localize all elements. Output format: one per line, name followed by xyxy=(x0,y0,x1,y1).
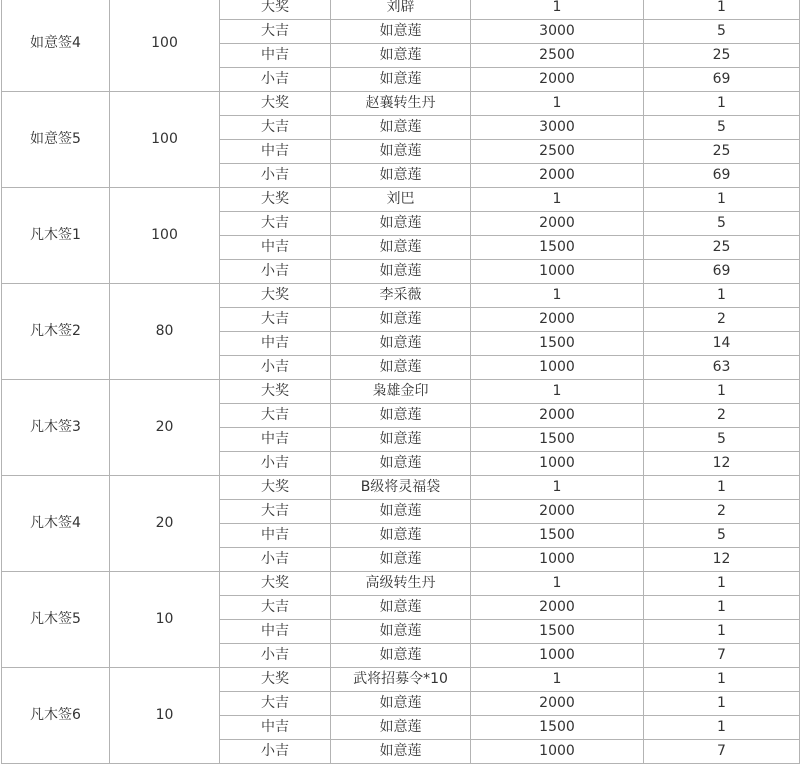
lottery-rewards-table xyxy=(1,0,800,764)
reward-item-cell: 如意莲 xyxy=(331,332,471,356)
reward-count-cell: 5 xyxy=(644,116,800,140)
reward-tier-cell: 大吉 xyxy=(220,20,331,44)
reward-quantity-cell: 2000 xyxy=(471,164,644,188)
reward-count-cell: 1 xyxy=(644,476,800,500)
reward-count-cell: 2 xyxy=(644,404,800,428)
reward-count-cell: 5 xyxy=(644,20,800,44)
reward-quantity-cell: 2000 xyxy=(471,68,644,92)
lot-name-cell: 凡木签1 xyxy=(2,188,110,284)
reward-tier-cell: 大吉 xyxy=(220,692,331,716)
reward-quantity-cell: 1500 xyxy=(471,428,644,452)
reward-tier-cell: 中吉 xyxy=(220,620,331,644)
reward-count-cell: 25 xyxy=(644,140,800,164)
reward-tier-cell: 中吉 xyxy=(220,140,331,164)
reward-item-cell: 如意莲 xyxy=(331,452,471,476)
reward-tier-cell: 中吉 xyxy=(220,332,331,356)
reward-item-cell: 如意莲 xyxy=(331,260,471,284)
reward-quantity-cell: 2500 xyxy=(471,44,644,68)
reward-item-cell: B级将灵福袋 xyxy=(331,476,471,500)
reward-tier-cell: 小吉 xyxy=(220,644,331,668)
lot-name-cell: 凡木签4 xyxy=(2,476,110,572)
reward-tier-cell: 大吉 xyxy=(220,116,331,140)
reward-quantity-cell: 2000 xyxy=(471,596,644,620)
reward-tier-cell: 大吉 xyxy=(220,500,331,524)
reward-item-cell: 如意莲 xyxy=(331,644,471,668)
reward-tier-cell: 中吉 xyxy=(220,716,331,740)
reward-quantity-cell: 3000 xyxy=(471,20,644,44)
reward-quantity-cell: 2000 xyxy=(471,500,644,524)
reward-tier-cell: 小吉 xyxy=(220,452,331,476)
reward-item-cell: 李采薇 xyxy=(331,284,471,308)
reward-item-cell: 枭雄金印 xyxy=(331,380,471,404)
reward-tier-cell: 大奖 xyxy=(220,572,331,596)
reward-tier-cell: 大奖 xyxy=(220,380,331,404)
table-row xyxy=(2,284,800,308)
reward-item-cell: 如意莲 xyxy=(331,692,471,716)
reward-tier-cell: 大吉 xyxy=(220,404,331,428)
reward-quantity-cell: 1 xyxy=(471,380,644,404)
lot-name-cell: 凡木签5 xyxy=(2,572,110,668)
reward-quantity-cell: 1 xyxy=(471,0,644,20)
reward-quantity-cell: 1 xyxy=(471,188,644,212)
reward-quantity-cell: 1500 xyxy=(471,620,644,644)
reward-quantity-cell: 1500 xyxy=(471,716,644,740)
reward-quantity-cell: 1000 xyxy=(471,356,644,380)
reward-item-cell: 如意莲 xyxy=(331,356,471,380)
reward-item-cell: 如意莲 xyxy=(331,212,471,236)
reward-item-cell: 如意莲 xyxy=(331,140,471,164)
reward-tier-cell: 小吉 xyxy=(220,548,331,572)
table-row xyxy=(2,188,800,212)
reward-count-cell: 1 xyxy=(644,572,800,596)
rewards-table-body xyxy=(2,0,800,764)
reward-quantity-cell: 2000 xyxy=(471,308,644,332)
reward-item-cell: 如意莲 xyxy=(331,44,471,68)
lot-cost-cell: 100 xyxy=(110,92,220,188)
lot-cost-cell: 10 xyxy=(110,572,220,668)
reward-count-cell: 5 xyxy=(644,428,800,452)
reward-tier-cell: 大奖 xyxy=(220,284,331,308)
lot-name-cell: 凡木签6 xyxy=(2,668,110,764)
reward-tier-cell: 小吉 xyxy=(220,68,331,92)
reward-tier-cell: 中吉 xyxy=(220,524,331,548)
lot-name-cell: 凡木签3 xyxy=(2,380,110,476)
reward-item-cell: 赵襄转生丹 xyxy=(331,92,471,116)
reward-count-cell: 12 xyxy=(644,548,800,572)
reward-item-cell: 如意莲 xyxy=(331,428,471,452)
reward-item-cell: 如意莲 xyxy=(331,620,471,644)
lot-cost-cell: 100 xyxy=(110,188,220,284)
reward-count-cell: 1 xyxy=(644,620,800,644)
table-row xyxy=(2,476,800,500)
reward-quantity-cell: 2000 xyxy=(471,692,644,716)
reward-count-cell: 1 xyxy=(644,668,800,692)
reward-item-cell: 如意莲 xyxy=(331,596,471,620)
reward-quantity-cell: 1000 xyxy=(471,548,644,572)
reward-quantity-cell: 1 xyxy=(471,668,644,692)
reward-count-cell: 5 xyxy=(644,212,800,236)
reward-item-cell: 如意莲 xyxy=(331,20,471,44)
reward-item-cell: 如意莲 xyxy=(331,68,471,92)
lot-cost-cell: 10 xyxy=(110,668,220,764)
reward-count-cell: 1 xyxy=(644,596,800,620)
reward-count-cell: 69 xyxy=(644,68,800,92)
reward-item-cell: 如意莲 xyxy=(331,308,471,332)
reward-count-cell: 69 xyxy=(644,164,800,188)
reward-quantity-cell: 1 xyxy=(471,92,644,116)
reward-tier-cell: 中吉 xyxy=(220,236,331,260)
reward-count-cell: 5 xyxy=(644,524,800,548)
reward-count-cell: 2 xyxy=(644,500,800,524)
reward-quantity-cell: 1 xyxy=(471,476,644,500)
reward-count-cell: 1 xyxy=(644,716,800,740)
reward-count-cell: 14 xyxy=(644,332,800,356)
reward-tier-cell: 大奖 xyxy=(220,92,331,116)
reward-item-cell: 武将招募令*10 xyxy=(331,668,471,692)
reward-item-cell: 如意莲 xyxy=(331,716,471,740)
table-row xyxy=(2,380,800,404)
reward-item-cell: 如意莲 xyxy=(331,500,471,524)
reward-tier-cell: 大吉 xyxy=(220,212,331,236)
reward-quantity-cell: 2000 xyxy=(471,212,644,236)
reward-item-cell: 如意莲 xyxy=(331,236,471,260)
reward-tier-cell: 大吉 xyxy=(220,596,331,620)
reward-count-cell: 1 xyxy=(644,188,800,212)
reward-tier-cell: 大奖 xyxy=(220,0,331,20)
reward-quantity-cell: 1 xyxy=(471,572,644,596)
lot-cost-cell: 20 xyxy=(110,380,220,476)
table-row xyxy=(2,0,800,20)
reward-count-cell: 7 xyxy=(644,644,800,668)
reward-tier-cell: 小吉 xyxy=(220,356,331,380)
reward-count-cell: 1 xyxy=(644,92,800,116)
reward-count-cell: 25 xyxy=(644,44,800,68)
reward-quantity-cell: 1500 xyxy=(471,524,644,548)
lot-name-cell: 凡木签2 xyxy=(2,284,110,380)
reward-tier-cell: 大吉 xyxy=(220,308,331,332)
reward-quantity-cell: 1000 xyxy=(471,740,644,764)
lot-cost-cell: 80 xyxy=(110,284,220,380)
reward-count-cell: 1 xyxy=(644,692,800,716)
reward-count-cell: 1 xyxy=(644,284,800,308)
reward-tier-cell: 小吉 xyxy=(220,740,331,764)
reward-item-cell: 如意莲 xyxy=(331,524,471,548)
reward-item-cell: 如意莲 xyxy=(331,116,471,140)
reward-item-cell: 如意莲 xyxy=(331,164,471,188)
reward-quantity-cell: 2500 xyxy=(471,140,644,164)
reward-count-cell: 69 xyxy=(644,260,800,284)
reward-count-cell: 12 xyxy=(644,452,800,476)
reward-quantity-cell: 1000 xyxy=(471,644,644,668)
reward-item-cell: 如意莲 xyxy=(331,548,471,572)
reward-count-cell: 63 xyxy=(644,356,800,380)
reward-item-cell: 刘巴 xyxy=(331,188,471,212)
reward-count-cell: 1 xyxy=(644,0,800,20)
reward-tier-cell: 小吉 xyxy=(220,164,331,188)
reward-count-cell: 2 xyxy=(644,308,800,332)
reward-quantity-cell: 1000 xyxy=(471,260,644,284)
reward-count-cell: 25 xyxy=(644,236,800,260)
reward-tier-cell: 小吉 xyxy=(220,260,331,284)
reward-tier-cell: 中吉 xyxy=(220,44,331,68)
table-row xyxy=(2,572,800,596)
reward-quantity-cell: 1500 xyxy=(471,236,644,260)
lot-name-cell: 如意签5 xyxy=(2,92,110,188)
reward-tier-cell: 大奖 xyxy=(220,668,331,692)
reward-quantity-cell: 1000 xyxy=(471,452,644,476)
reward-item-cell: 高级转生丹 xyxy=(331,572,471,596)
reward-tier-cell: 大奖 xyxy=(220,188,331,212)
lot-cost-cell: 100 xyxy=(110,0,220,92)
table-row xyxy=(2,668,800,692)
lot-cost-cell: 20 xyxy=(110,476,220,572)
reward-count-cell: 1 xyxy=(644,380,800,404)
reward-tier-cell: 中吉 xyxy=(220,428,331,452)
reward-item-cell: 如意莲 xyxy=(331,404,471,428)
reward-tier-cell: 大奖 xyxy=(220,476,331,500)
table-row xyxy=(2,92,800,116)
reward-quantity-cell: 1 xyxy=(471,284,644,308)
reward-item-cell: 刘辟 xyxy=(331,0,471,20)
reward-quantity-cell: 1500 xyxy=(471,332,644,356)
reward-count-cell: 7 xyxy=(644,740,800,764)
reward-quantity-cell: 2000 xyxy=(471,404,644,428)
reward-item-cell: 如意莲 xyxy=(331,740,471,764)
lot-name-cell: 如意签4 xyxy=(2,0,110,92)
reward-quantity-cell: 3000 xyxy=(471,116,644,140)
